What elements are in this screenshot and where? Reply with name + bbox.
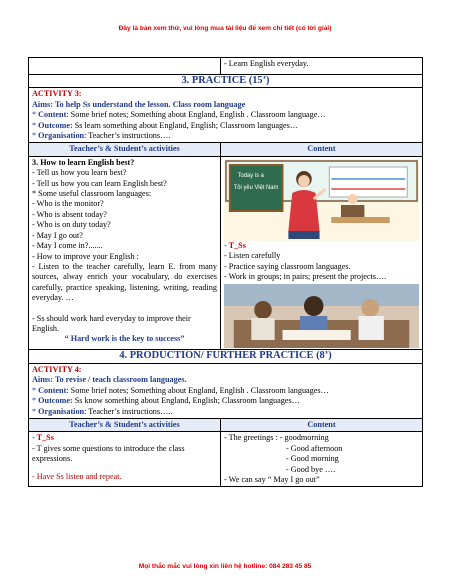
- list-item: * Some useful classroom languages:: [32, 189, 152, 199]
- activity-4-organisation: * Organisation: Teacher’s instructions…..: [32, 406, 173, 416]
- activity-4-info: [29, 363, 423, 418]
- list-item: - Have Ss listen and repeat.: [32, 471, 122, 481]
- students-group-image: [224, 284, 419, 348]
- activity-3-organisation: * Organisation: Teacher’s instructions….: [32, 131, 171, 141]
- teacher-classroom-image: [224, 159, 419, 241]
- list-item: - Who is absent today?: [32, 209, 107, 219]
- production-content-cell: [221, 432, 423, 487]
- previous-row: [29, 58, 423, 75]
- previous-right-cell: - Learn English everyday.: [221, 58, 423, 75]
- board-text-1: Today is a: [237, 172, 264, 179]
- list-item: - T gives some questions to introduce the class expressions.: [32, 443, 185, 464]
- lesson-plan-table: [28, 57, 423, 487]
- left-tss-label: - T_Ss: [32, 433, 54, 443]
- asterisk-icon: *: [32, 385, 39, 395]
- work-hard-paragraph: - Ss should work hard everyday to improve their English.: [32, 313, 191, 333]
- list-item: - May I go out?: [32, 230, 83, 240]
- practice-heading: 3. PRACTICE (15’): [29, 75, 423, 88]
- column-header-content: Content: [221, 143, 423, 156]
- activity-3-outcome: * Outcome: Ss learn something about England, English; Classroom languages…: [32, 120, 299, 130]
- list-item: - Who is on duty today?: [32, 220, 111, 230]
- list-item: - Tell us how you can learn English best?: [32, 178, 167, 188]
- asterisk-icon: *: [32, 131, 39, 141]
- list-item: - May I come in?.......: [32, 241, 103, 251]
- activity-3-info: [29, 88, 423, 143]
- board-text-2: Tôi yêu Việt Nam: [233, 184, 279, 191]
- list-item: - Good bye ….: [286, 464, 336, 474]
- hotline-banner: Mọi thắc mắc vui lòng xin liên hệ hotline: 084 283 45 85: [138, 563, 312, 570]
- list-item: - Who is the monitor?: [32, 199, 104, 209]
- column-header-activities: Teacher’s & Student’s activities: [29, 418, 221, 431]
- activity-4-outcome: * Outcome: Ss know something about England, English; Classroom languages…: [32, 396, 300, 406]
- activity-3-content: * Content: Some brief notes; Something about England, English . Classroom language…: [32, 110, 326, 120]
- list-item: - Good afternoon: [286, 443, 343, 453]
- practice-content-cell: [221, 156, 423, 350]
- preview-banner: Đây là bản xem thử, vui lòng mua tài liệu để xem chi tiết (có lời giải): [118, 25, 332, 32]
- list-item: - Listen carefully: [224, 251, 281, 261]
- asterisk-icon: *: [32, 120, 39, 130]
- activity-3-title: ACTIVITY 3:: [32, 89, 82, 99]
- list-item: - The greetings : - goodmorning: [224, 433, 329, 443]
- activity-4-aims: Aims: To revise / teach classroom languages.: [32, 375, 187, 385]
- asterisk-icon: *: [32, 396, 39, 406]
- production-activities-cell: [29, 432, 221, 487]
- list-item: - Tell us how you learn best?: [32, 168, 127, 178]
- list-item: - Practice saying classroom languages.: [224, 261, 351, 271]
- right-tss-label: - T_Ss: [224, 240, 246, 250]
- list-item: - Work in groups; in pairs; present the projects….: [224, 272, 387, 282]
- quote: “ Hard work is the key to success”: [64, 334, 185, 344]
- asterisk-icon: *: [32, 110, 39, 120]
- column-header-activities: Teacher’s & Student’s activities: [29, 143, 221, 156]
- list-item: 3. How to learn English best?: [32, 157, 135, 167]
- production-heading: 4. PRODUCTION/ FURTHER PRACTICE (8’): [29, 350, 423, 363]
- activity-3-aims: Aims: To help Ss understand the lesson. Class room language: [32, 99, 246, 109]
- listen-paragraph: - Listen to the teacher carefully, learn E. from many sources, alway enrich your vocabulary, do exercises carefully, practice speaking, listening, writing, reading everyday. …: [32, 261, 217, 303]
- list-item: - How to improve your English :: [32, 251, 139, 261]
- list-item: - We can say “ May I go out”: [224, 474, 320, 484]
- activity-4-title: ACTIVITY 4:: [32, 364, 82, 374]
- column-header-content: Content: [221, 418, 423, 431]
- practice-activities-cell: [29, 156, 221, 350]
- asterisk-icon: *: [32, 406, 39, 416]
- activity-4-content: * Content: Some brief notes; Something about England, English . Classroom languages…: [32, 385, 329, 395]
- list-item: - Good morning: [286, 454, 339, 464]
